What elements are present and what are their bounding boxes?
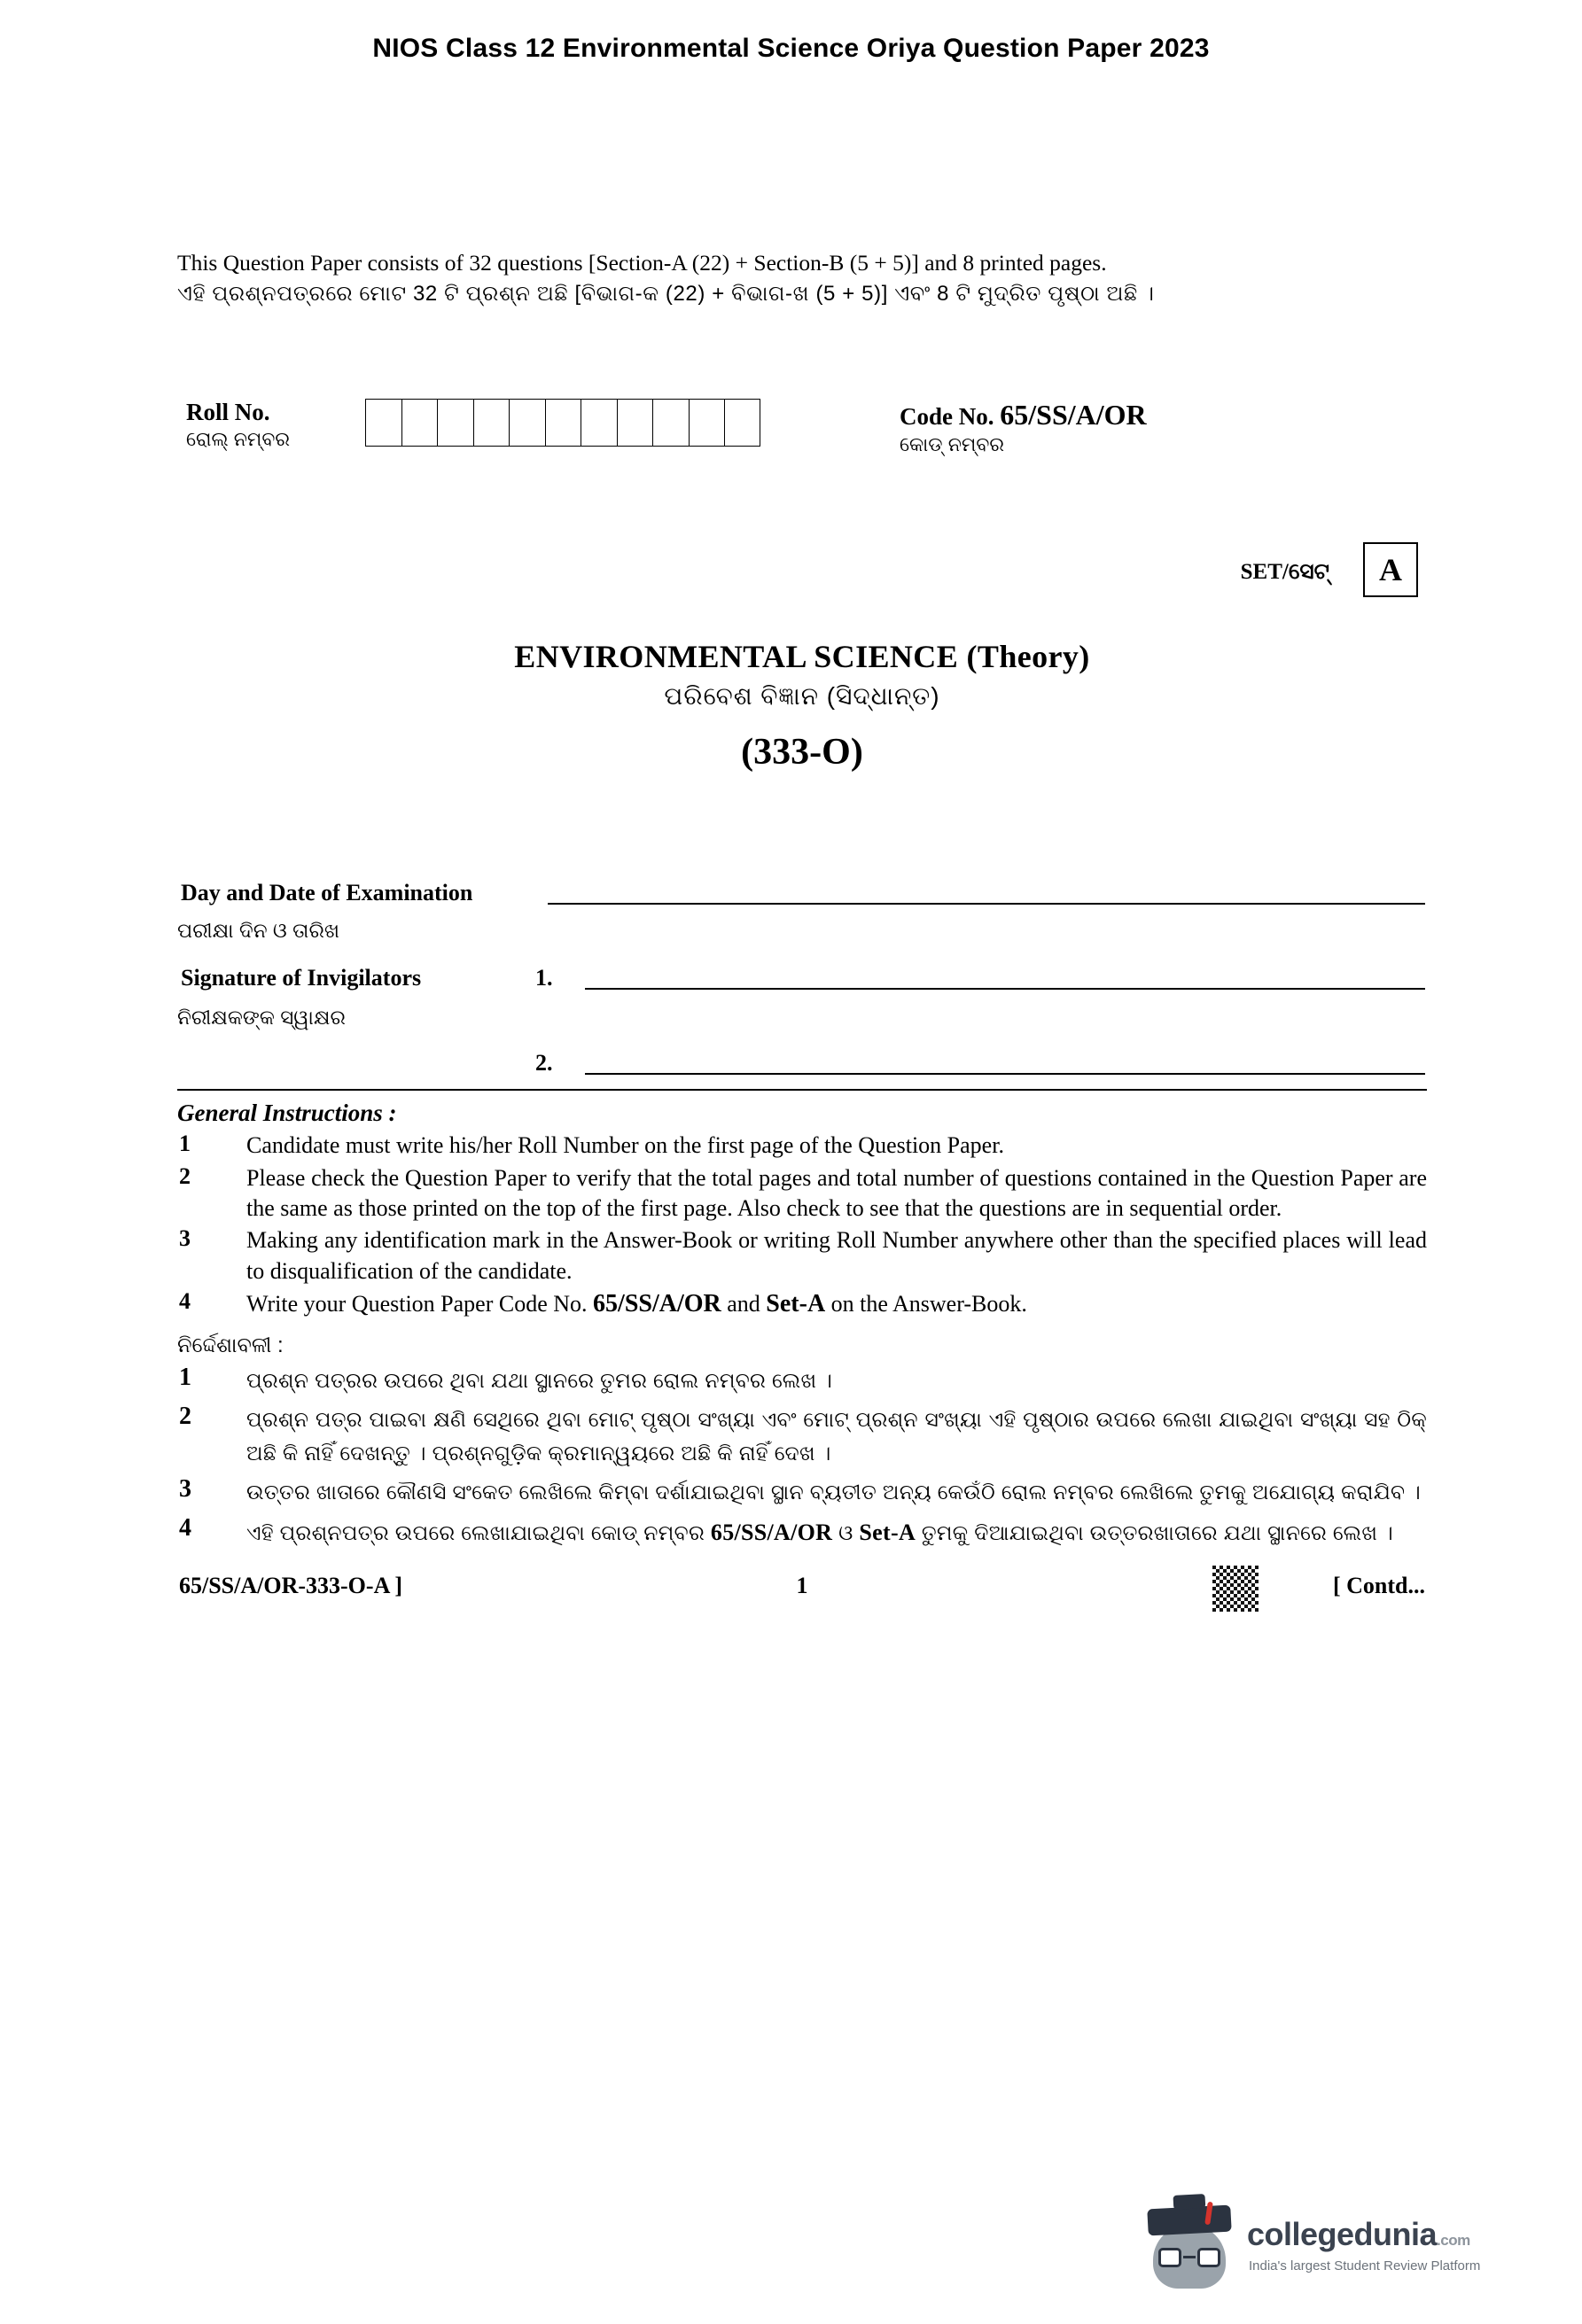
instruction-item-oriya — [177, 1364, 1427, 1397]
instruction-item — [177, 1288, 1427, 1321]
intro-oriya-text: ଏହି ପ୍ରଶ୍ନପତ୍ରରେ ମୋଟ 32 ଟି ପ୍ରଶ୍ନ ଅଛି [ବିଭାଗ-କ (22) + ବିଭାଗ-ଖ (5 + 5)] ଏବଂ 8 ଟି ମୁଦ୍ରିତ ପୃଷ୍ଠା ଅଛି । — [177, 282, 1155, 307]
subject-code: (333-O) — [741, 732, 863, 773]
glasses-lens-right — [1197, 2248, 1220, 2267]
instruction-4-or-mid: ଓ — [832, 1521, 860, 1545]
roll-digit-cell[interactable] — [401, 399, 438, 447]
day-date-label-or: ପରୀକ୍ଷା ଦିନ ଓ ତାରିଖ — [177, 919, 340, 943]
signature-rule-2[interactable] — [585, 1073, 1425, 1075]
signature-number-2: 2. — [535, 1050, 553, 1077]
page-footer — [177, 1566, 1427, 1619]
roll-digit-cell[interactable] — [617, 399, 653, 447]
brand-suffix: .com — [1437, 2232, 1470, 2249]
subject-block — [177, 638, 1427, 773]
instruction-4-or-set: Set-A — [859, 1520, 916, 1546]
instruction-4-or-post: ତୁମକୁ ଦିଆଯାଇଥିବା ଉତ୍ତରଖାତାରେ ଯଥା ସ୍ଥାନରେ ଲେଖ । — [916, 1521, 1394, 1545]
signature-rule-1[interactable] — [585, 988, 1425, 990]
intro-oriya — [177, 278, 1427, 310]
glasses-lens-left — [1158, 2248, 1181, 2267]
instruction-text: Candidate must write his/her Roll Number on the first page of the Question Paper. — [246, 1132, 1004, 1159]
code-number-group — [900, 399, 1147, 456]
subject-title-en: ENVIRONMENTAL SCIENCE (Theory) — [514, 639, 1090, 675]
instruction-4-code: 65/SS/A/OR — [593, 1289, 721, 1317]
general-instructions-title-oriya: ନିର୍ଦ୍ଦେଶାବଳୀ : — [177, 1333, 284, 1357]
brand-name-text: collegedunia — [1247, 2216, 1438, 2252]
instruction-number: 3 — [179, 1225, 191, 1252]
intro-english — [177, 248, 1427, 278]
instruction-text — [246, 1514, 1427, 1551]
instruction-4-post: on the Answer-Book. — [825, 1290, 1027, 1317]
graduation-cap-icon — [1147, 2205, 1231, 2236]
instruction-4-mid: and — [721, 1290, 767, 1317]
roll-digit-cell[interactable] — [545, 399, 581, 447]
roll-number-label-en: Roll No. — [186, 399, 270, 426]
footer-page-number: 1 — [796, 1573, 808, 1599]
code-number-label-or: କୋଡ୍ ନମ୍ବର — [900, 433, 1005, 456]
brand-tagline: India's largest Student Review Platform — [1249, 2258, 1481, 2273]
instruction-number: 1 — [179, 1363, 191, 1391]
qr-code-icon — [1212, 1566, 1259, 1612]
roll-digit-cell[interactable] — [581, 399, 617, 447]
brand-name — [1247, 2216, 1470, 2253]
set-row — [177, 542, 1427, 613]
collegedunia-watermark — [1132, 2193, 1548, 2299]
code-number-line — [900, 399, 1147, 431]
instruction-text — [246, 1288, 1427, 1321]
instruction-item-oriya — [177, 1514, 1427, 1551]
code-number-value: 65/SS/A/OR — [1000, 399, 1147, 431]
roll-digit-cell[interactable] — [724, 399, 760, 447]
roll-number-label-group — [186, 399, 290, 451]
instruction-text: ଉତ୍ତର ଖାତାରେ କୌଣସି ସଂକେତ ଲେଖିଲେ କିମ୍ବା ଦର୍ଶାଯାଇଥିବା ସ୍ଥାନ ବ୍ୟତୀତ ଅନ୍ୟ କେଉଁଠି ରୋଲ ନମ୍ବର ଲେଖିଲେ ତୁମକୁ ଅଯୋଗ୍ୟ କରାଯିବ । — [246, 1481, 1422, 1504]
day-date-rule[interactable] — [548, 903, 1425, 905]
roll-digit-cell[interactable] — [689, 399, 725, 447]
instruction-number: 4 — [179, 1287, 191, 1314]
footer-paper-code: 65/SS/A/OR-333-O-A ] — [179, 1573, 403, 1599]
instruction-text: Making any identification mark in the Answer-Book or writing Roll Number anywhere other than the specified places will lead to disqualification of the candidate. — [246, 1227, 1427, 1284]
subject-title-or: ପରିବେଶ ବିଜ୍ଞାନ (ସିଦ୍ଧାନ୍ତ) — [664, 682, 940, 711]
roll-digit-cell[interactable] — [437, 399, 473, 447]
instruction-4-or-pre: ଏହି ପ୍ରଶ୍ନପତ୍ର ଉପରେ ଲେଖାଯାଇଥିବା କୋଡ୍ ନମ୍ବର — [246, 1521, 711, 1545]
instruction-text: ପ୍ରଶ୍ନ ପତ୍ରର ଉପରେ ଥିବା ଯଥା ସ୍ଥାନରେ ତୁମର ରୋଲ ନମ୍ବର ଲେଖ । — [246, 1368, 833, 1392]
section-divider — [177, 1089, 1427, 1091]
instruction-item — [177, 1163, 1427, 1224]
roll-number-row — [177, 399, 1427, 478]
instruction-number: 1 — [179, 1131, 191, 1157]
page-title: NIOS Class 12 Environmental Science Oriya Question Paper 2023 — [372, 34, 1210, 63]
instruction-4-pre: Write your Question Paper Code No. — [246, 1290, 594, 1317]
roll-digit-cell[interactable] — [365, 399, 401, 447]
instruction-text: ପ୍ରଶ୍ନ ପତ୍ର ପାଇବା କ୍ଷଣି ସେଥିରେ ଥିବା ମୋଟ୍ ପୃଷ୍ଠା ସଂଖ୍ୟା ଏବଂ ମୋଟ୍ ପ୍ରଶ୍ନ ସଂଖ୍ୟା ଏହି ପୃଷ୍ଠାର ଉପରେ ଲେଖା ଯାଇଥିବା ସଂଖ୍ୟା ସହ ଠିକ୍ ଅଛି କି ନାହିଁ ଦେଖନ୍ତୁ । ପ୍ରଶ୍ନଗୁଡ଼ିକ କ୍ରମାନ୍ୱୟରେ ଅଛି କି ନାହିଁ ଦେଖ । — [246, 1408, 1427, 1465]
signature-number-1: 1. — [535, 965, 553, 991]
instruction-item-oriya — [177, 1475, 1427, 1509]
mascot-icon — [1141, 2200, 1238, 2296]
instruction-item — [177, 1225, 1427, 1286]
instruction-number: 3 — [179, 1475, 191, 1504]
roll-number-label-or: ରୋଲ୍ ନମ୍ବର — [186, 428, 291, 451]
signature-label-or: ନିରୀକ୍ଷକଙ୍କ ସ୍ୱାକ୍ଷର — [177, 1006, 346, 1030]
set-value-box: A — [1363, 542, 1418, 597]
signature-label-en: Signature of Invigilators — [181, 965, 422, 991]
instruction-item — [177, 1131, 1427, 1161]
glasses-icon — [1157, 2248, 1222, 2267]
general-instructions-title: General Instructions : — [177, 1100, 397, 1127]
instruction-text: Please check the Question Paper to verify that the total pages and total number of questions contained in the Question Paper are the same as those printed on the top of the first page. Also check to see that the questions are in sequential order. — [246, 1164, 1427, 1222]
day-date-label-en: Day and Date of Examination — [181, 880, 473, 906]
instruction-number: 2 — [179, 1162, 191, 1189]
instruction-item-oriya — [177, 1403, 1427, 1470]
roll-digit-cell[interactable] — [509, 399, 545, 447]
set-label: SET/ସେଟ୍ — [1240, 560, 1329, 585]
exam-details-block — [177, 880, 1427, 1084]
instruction-number: 2 — [179, 1403, 191, 1430]
intro-english-text: This Question Paper consists of 32 questions [Section-A (22) + Section-B (5 + 5)] and 8 printed pages. — [177, 250, 1107, 276]
footer-contd: [ Contd... — [1332, 1573, 1425, 1599]
instruction-4-or-code: 65/SS/A/OR — [710, 1520, 833, 1546]
roll-digit-cell[interactable] — [652, 399, 689, 447]
glasses-bridge — [1183, 2256, 1196, 2258]
roll-number-input[interactable] — [365, 399, 760, 447]
code-number-label: Code No. — [900, 403, 994, 431]
instruction-number: 4 — [179, 1514, 191, 1543]
instruction-4-set: Set-A — [766, 1289, 826, 1317]
paper-body — [177, 248, 1427, 1619]
roll-digit-cell[interactable] — [473, 399, 510, 447]
